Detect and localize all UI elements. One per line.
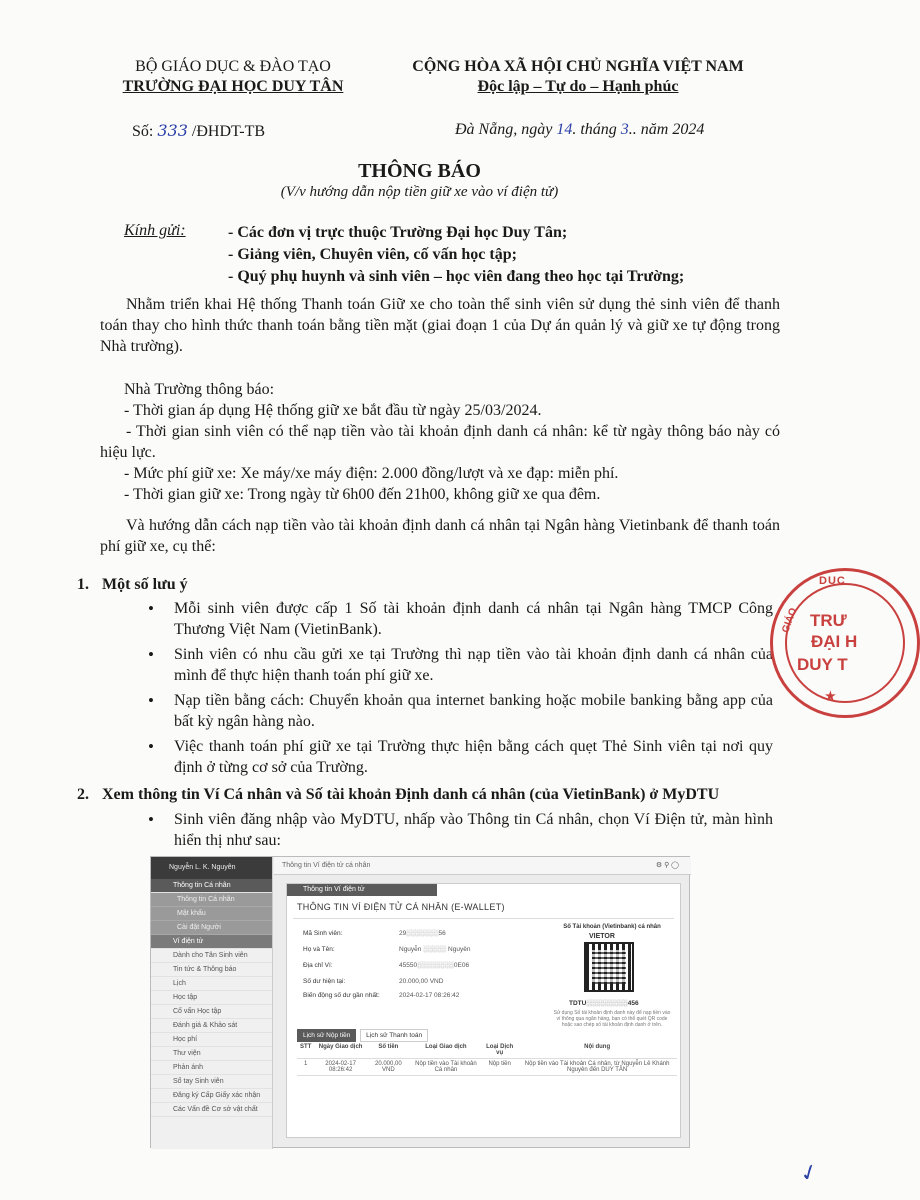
sidebar-item[interactable]: Lịch: [151, 977, 272, 991]
field-value: 2024-02-17 08:26:42: [399, 992, 460, 999]
date-prefix: Đà Nẵng, ngày: [455, 121, 553, 138]
national-motto: Độc lập – Tự do – Hạnh phúc: [477, 78, 679, 95]
table-row: [297, 1059, 677, 1076]
doc-number-suffix: /ĐHDT-TB: [191, 123, 266, 140]
topbar-controls-icon: ⚙ ⚲ ◯: [655, 862, 679, 869]
qr-brand: VIETOR: [589, 933, 615, 940]
table-cell: 2024-02-17 08:26:42: [314, 1059, 367, 1076]
mydtu-sidebar: [151, 857, 273, 1149]
stamp-text: ĐẠI H: [811, 632, 858, 651]
sidebar-item[interactable]: Ví điện tử: [151, 935, 272, 949]
qr-note: Sử dụng Số tài khoản định danh này để nạp tiền vào ví thông qua ngân hàng, bạn có thể quét QR code hoặc sao chép số tài khoản định danh ở trên.: [553, 1010, 671, 1028]
col-header: Loại Dịch vụ: [482, 1042, 517, 1059]
section-title: Một số lưu ý: [102, 576, 188, 593]
recipient-list: [228, 222, 684, 288]
date-line: [455, 121, 704, 139]
field-label: Địa chỉ Ví:: [303, 962, 333, 969]
field-label: Số dư hiện tại:: [303, 978, 346, 985]
university-name: TRƯỜNG ĐẠI HỌC DUY TÂN: [122, 78, 344, 95]
guide-intro: Và hướng dẫn cách nạp tiền vào tài khoản định danh cá nhân tại Ngân hàng Vietinbank để thanh toán phí giữ xe, cụ thể:: [100, 517, 780, 555]
announcement-item: - Thời gian áp dụng Hệ thống giữ xe bắt đầu từ ngày 25/03/2024.: [124, 402, 542, 419]
qr-code-icon[interactable]: [584, 942, 634, 992]
table-cell: Nộp tiền vào Tài khoản Cá nhân, từ Nguyễn Lê Khánh Nguyên đến DUY TÂN: [517, 1059, 677, 1076]
kinh-gui-label: Kính gửi:: [124, 222, 186, 239]
sidebar-item[interactable]: Thông tin Cá nhân: [151, 879, 272, 893]
table-header-row: [297, 1042, 677, 1059]
field-student-id: [303, 930, 446, 937]
bullet-item: • Mỗi sinh viên được cấp 1 Số tài khoản định danh cá nhân tại Ngân hàng TMCP Công Thương Việt Nam (VietinBank).: [148, 598, 773, 640]
sidebar-item[interactable]: Phản ánh: [151, 1061, 272, 1075]
sidebar-item[interactable]: Dành cho Tân Sinh viên: [151, 949, 272, 963]
col-header: Nội dung: [517, 1042, 677, 1059]
announcement-item: - Mức phí giữ xe: Xe máy/xe máy điện: 2.000 đồng/lượt và xe đạp: miễn phí.: [124, 465, 619, 482]
sidebar-user-name: Nguyễn L. K. Nguyên: [151, 857, 272, 879]
card-header: Thông tin Ví điện tử: [287, 884, 437, 896]
sidebar-item[interactable]: Cài đặt Người: [151, 921, 272, 935]
section-number: 2.: [77, 786, 89, 803]
page-subtitle: (V/v hướng dẫn nộp tiền giữ xe vào ví điện tử): [280, 184, 559, 200]
history-tabs: [297, 1029, 430, 1042]
section-number: 1.: [77, 576, 89, 593]
national-title: CỘNG HÒA XÃ HỘI CHỦ NGHĨA VIỆT NAM: [412, 58, 744, 75]
field-label: Mã Sinh viên:: [303, 930, 343, 937]
stamp-text: GIÁO: [780, 606, 800, 635]
tab-deposit-history[interactable]: Lịch sử Nộp tiền: [297, 1029, 356, 1042]
ministry-header: [88, 57, 378, 97]
field-value: Nguyễn ░░░░░ Nguyên: [399, 946, 471, 953]
field-balance: [303, 978, 444, 985]
col-header: Số tiền: [367, 1042, 410, 1059]
table-cell: 20.000,00 VND: [367, 1059, 410, 1076]
stamp-text: DUY T: [797, 655, 848, 674]
sidebar-item[interactable]: Mật khẩu: [151, 907, 272, 921]
date-day: 14: [556, 121, 573, 138]
bullet-item: • Việc thanh toán phí giữ xe tại Trường thực hiện bằng cách quẹt Thẻ Sinh viên tại nơi quy định ở từng cơ sở của Trường.: [148, 736, 773, 778]
tab-payment-history[interactable]: Lịch sử Thanh toán: [360, 1029, 428, 1042]
sidebar-item[interactable]: Đánh giá & Khảo sát: [151, 1019, 272, 1033]
ewallet-card: [286, 883, 681, 1138]
table-cell: Nộp tiền: [482, 1059, 517, 1076]
stamp-star-icon: ★: [825, 689, 836, 703]
bullet-item: • Nạp tiền bằng cách: Chuyển khoản qua internet banking hoặc mobile banking bằng app của bất kỳ ngân hàng nào.: [148, 690, 773, 732]
col-header: STT: [297, 1042, 314, 1059]
col-header: Ngày Giao dịch: [314, 1042, 367, 1059]
national-header: [378, 57, 778, 97]
field-value: 45550░░░░░░░░0E06: [399, 962, 470, 969]
doc-number-handwritten: 333: [157, 121, 188, 140]
intro-paragraph: Nhằm triển khai Hệ thống Thanh toán Giữ xe cho toàn thể sinh viên sử dụng thẻ sinh viên để thanh toán thay cho hình thức thanh toán bằng tiền mặt (giai đoạn 1 của Dự án quản lý và giữ xe tự động trong Nhà trường).: [100, 296, 780, 355]
official-stamp: [770, 568, 920, 718]
section-title: Xem thông tin Ví Cá nhân và Số tài khoản Định danh cá nhân (của VietinBank) ở MyDTU: [102, 786, 720, 803]
field-last-change: [303, 992, 460, 999]
announcement-item: - Thời gian sinh viên có thể nạp tiền vào tài khoản định danh cá nhân: kể từ ngày thông báo này có hiệu lực.: [100, 423, 780, 461]
col-header: Loại Giao dịch: [410, 1042, 482, 1059]
section-2-heading: [77, 786, 719, 804]
announcement-item: - Thời gian giữ xe: Trong ngày từ 6h00 đến 21h00, không giữ xe qua đêm.: [124, 486, 601, 503]
sidebar-item[interactable]: Cố vấn Học tập: [151, 1005, 272, 1019]
recipient-item: - Các đơn vị trực thuộc Trường Đại học Duy Tân;: [228, 224, 568, 241]
sidebar-item[interactable]: Thông tin Cá nhân: [151, 893, 272, 907]
sidebar-item[interactable]: Sổ tay Sinh viên: [151, 1075, 272, 1089]
sidebar-item[interactable]: Đăng ký Cấp Giấy xác nhận: [151, 1089, 272, 1103]
field-label: Họ và Tên:: [303, 946, 335, 953]
doc-number-label: Số:: [132, 123, 154, 140]
table-cell: Nộp tiền vào Tài khoản Cá nhân: [410, 1059, 482, 1076]
mydtu-topbar: [274, 857, 691, 875]
date-month: 3: [620, 121, 629, 138]
topbar-path: Thông tin Ví điện tử cá nhân: [282, 862, 371, 869]
stamp-text: TRƯ: [810, 611, 847, 630]
table-cell: 1: [297, 1059, 314, 1076]
bullet-item: • Sinh viên có nhu cầu gửi xe tại Trường thì nạp tiền vào tài khoản định danh cá nhân của mình để thực hiện thanh toán phí giữ xe.: [148, 644, 773, 686]
account-number: TDTU░░░░░░░░░456: [569, 1000, 639, 1007]
sidebar-menu: [151, 879, 272, 1117]
sidebar-item[interactable]: Học phí: [151, 1033, 272, 1047]
recipient-item: - Giảng viên, Chuyên viên, cố vấn học tập;: [228, 246, 517, 263]
date-year: .. năm 2024: [628, 121, 705, 138]
announcement-lead: Nhà Trường thông báo:: [124, 381, 275, 398]
history-table: [297, 1042, 677, 1076]
field-wallet-address: [303, 962, 470, 969]
date-month-label: . tháng: [572, 121, 617, 138]
section-1-heading: [77, 576, 188, 594]
field-full-name: [303, 946, 471, 953]
divider: [293, 918, 674, 919]
document-number: [132, 121, 265, 141]
field-value: 29░░░░░░░56: [399, 930, 446, 937]
stamp-text: DỤC: [819, 575, 846, 587]
qr-label: Số Tài khoản (Vietinbank) cá nhân: [563, 924, 661, 930]
field-value: 20.000,00 VND: [399, 978, 444, 985]
handwritten-check-icon: ✓: [796, 1157, 822, 1188]
ministry-name: BỘ GIÁO DỤC & ĐÀO TẠO: [135, 58, 331, 75]
field-label: Biến động số dư gần nhất:: [303, 992, 380, 999]
mydtu-screenshot: [150, 856, 690, 1148]
card-title: THÔNG TIN VÍ ĐIỆN TỬ CÁ NHÂN (E-WALLET): [297, 902, 505, 912]
sidebar-item[interactable]: Thư viện: [151, 1047, 272, 1061]
section-2-bullets: [148, 809, 773, 855]
recipient-item: - Quý phụ huynh và sinh viên – học viên đang theo học tại Trường;: [228, 268, 685, 285]
page-title: THÔNG BÁO: [358, 160, 481, 182]
announcement-block: [100, 379, 780, 505]
bullet-item: • Sinh viên đăng nhập vào MyDTU, nhấp vào Thông tin Cá nhân, chọn Ví Điện tử, màn hình hiển thị như sau:: [148, 809, 773, 851]
sidebar-item[interactable]: Tin tức & Thông báo: [151, 963, 272, 977]
sidebar-item[interactable]: Các Vấn đề Cơ sở vật chất: [151, 1103, 272, 1117]
section-1-bullets: [148, 598, 773, 782]
sidebar-item[interactable]: Học tập: [151, 991, 272, 1005]
